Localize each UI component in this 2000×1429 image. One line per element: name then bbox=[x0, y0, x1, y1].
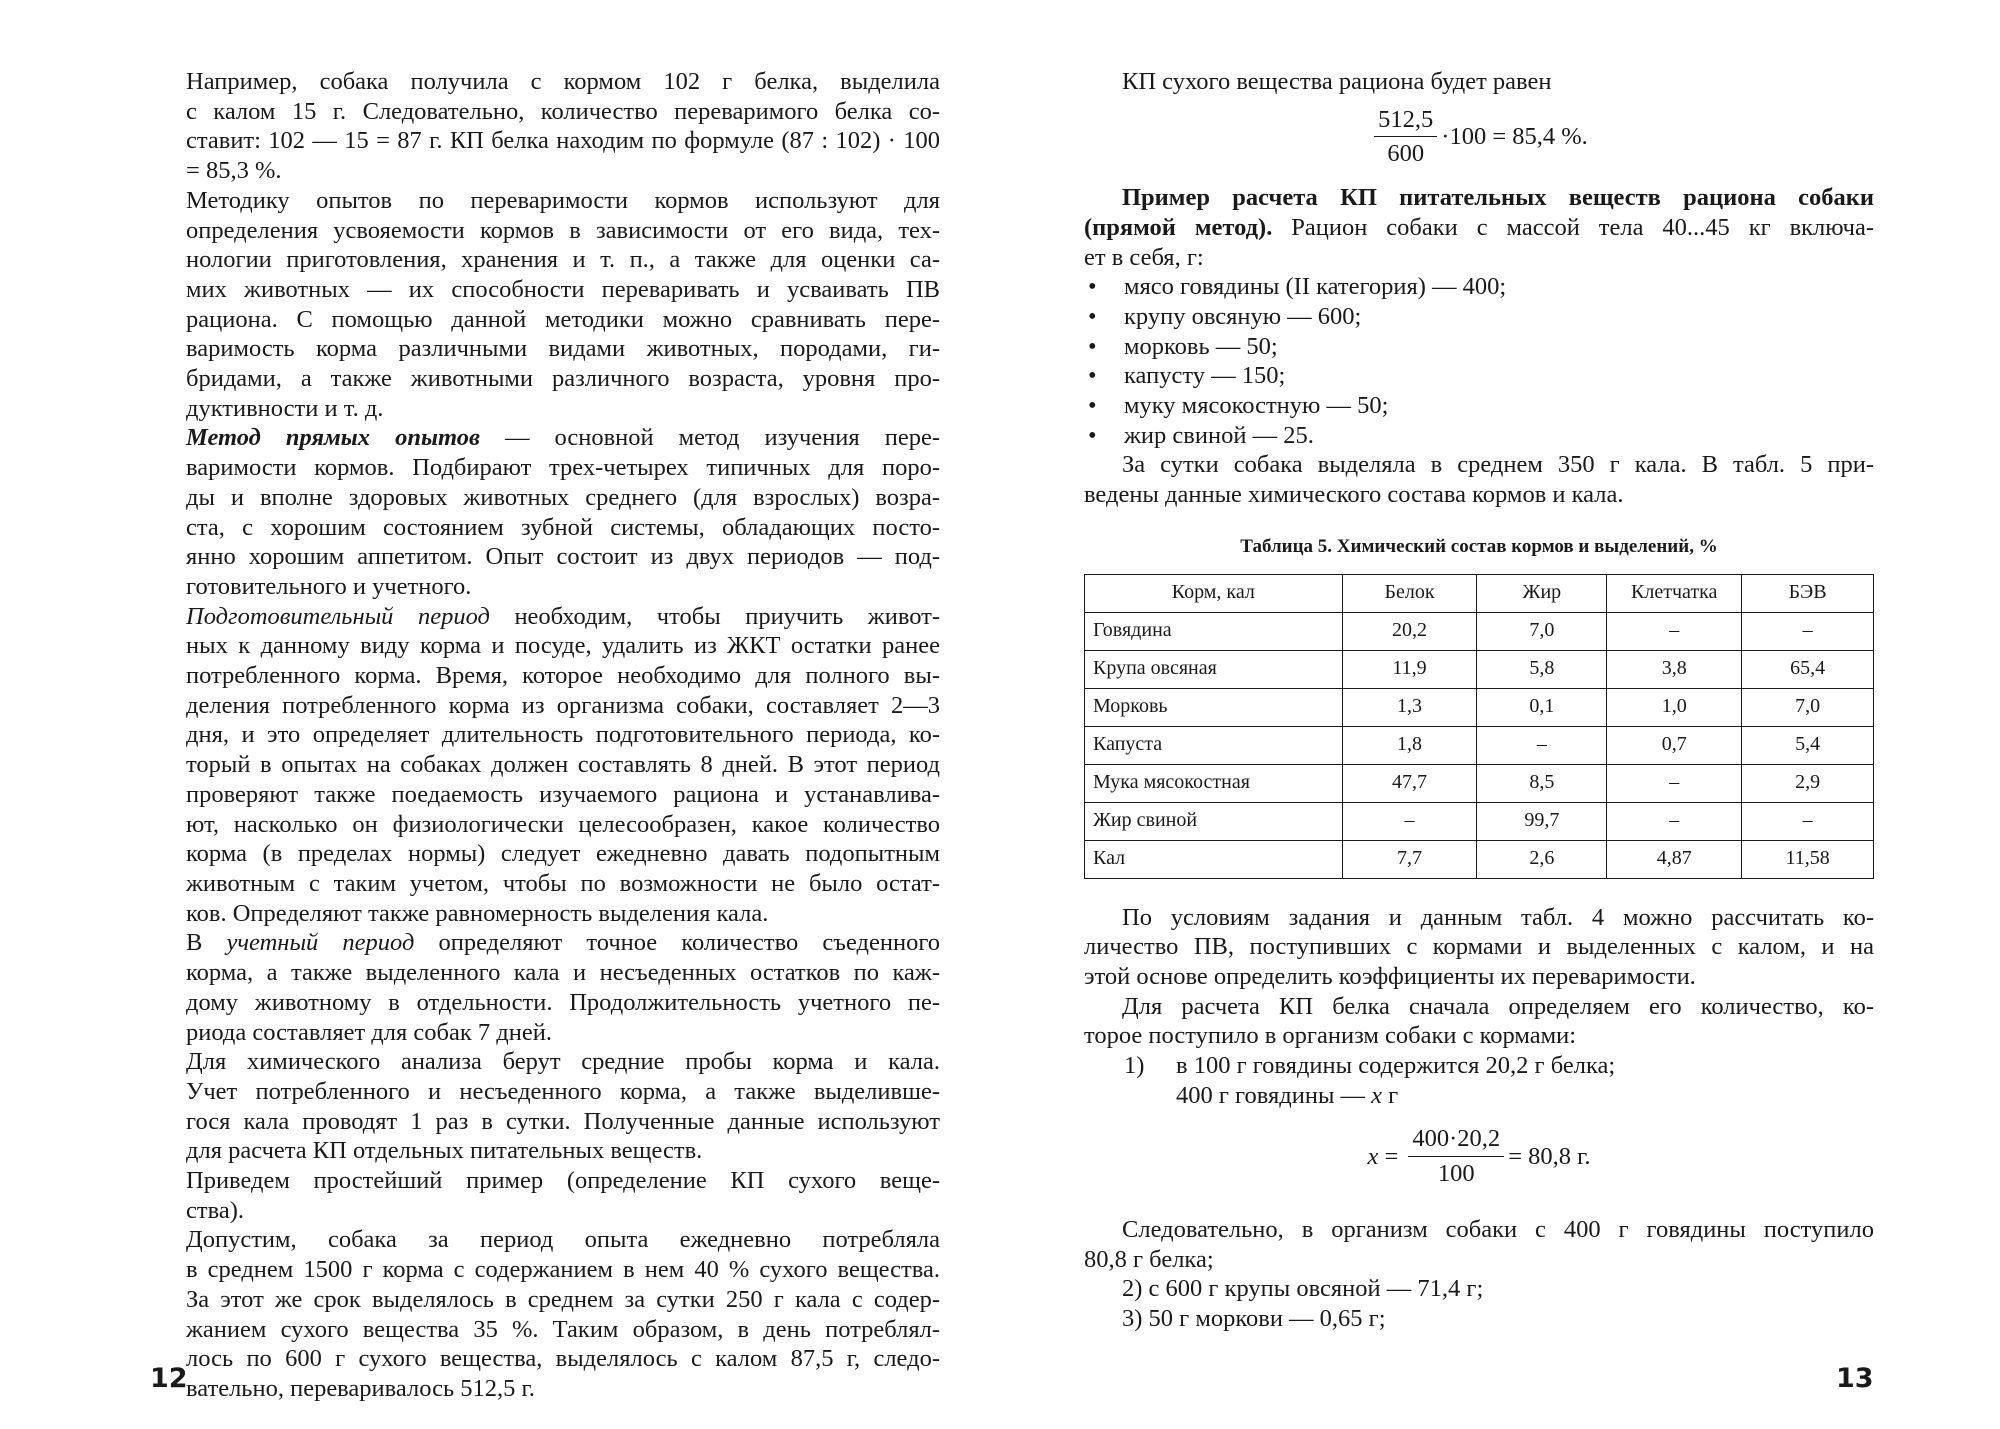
column-header: Корм, кал bbox=[1085, 574, 1343, 612]
list-item-continuation bbox=[1084, 1081, 1874, 1111]
fraction-denominator: 100 bbox=[1437, 1160, 1475, 1188]
text-line: деления потребленного корма из организма собаки, составляет 2—3 bbox=[186, 691, 940, 719]
table-row bbox=[1085, 612, 1874, 650]
text-line: ных к данному виду корма и посуде, удалить из ЖКТ остатки ранее bbox=[186, 632, 940, 660]
table-cell: – bbox=[1607, 612, 1742, 650]
text-line: ет в себя, г: bbox=[1084, 243, 1204, 271]
table-cell: Жир свиной bbox=[1085, 802, 1343, 840]
text-line: Методику опытов по переваримости кормов используют для bbox=[186, 186, 940, 214]
text-fragment: определяют точное количество съеденного bbox=[414, 929, 941, 957]
term-direct-method: Метод прямых опытов bbox=[186, 424, 480, 452]
text-line: Допустим, собака за период опыта ежедневно потребляла bbox=[186, 1226, 940, 1254]
text-line: корма (в пределах нормы) следует ежедневно давать подопытным bbox=[186, 840, 940, 868]
text-line: ды и вполне здоровых животных среднего (для взрослых) возра- bbox=[186, 483, 940, 511]
text-line: ют, насколько он физиологически целесообразен, какое количество bbox=[186, 810, 940, 838]
text-line: для расчета КП отдельных питательных веществ. bbox=[186, 1137, 703, 1165]
paragraph-dry-matter-example bbox=[148, 1225, 940, 1403]
table-cell: 47,7 bbox=[1342, 764, 1477, 802]
example-title-cont: (прямой метод). bbox=[1084, 213, 1273, 241]
table-cell: 20,2 bbox=[1342, 612, 1477, 650]
table-cell: Мука мясокостная bbox=[1085, 764, 1343, 802]
text-line: 80,8 г белка; bbox=[1084, 1245, 1214, 1273]
table-cell: Капуста bbox=[1085, 726, 1343, 764]
text-line bbox=[148, 928, 940, 958]
list-item: • муку мясокостную — 50; bbox=[1084, 391, 1874, 421]
table-cell: 5,4 bbox=[1742, 726, 1874, 764]
table-cell: 65,4 bbox=[1742, 650, 1874, 688]
text-line: лось по 600 г сухого вещества, выделялось с калом 87,5 г, следо- bbox=[186, 1345, 940, 1373]
text-line: рациона. С помощью данной методики можно сравнивать пере- bbox=[186, 305, 940, 333]
text-line bbox=[148, 602, 940, 632]
paragraph-methodology bbox=[148, 186, 940, 424]
formula-dry-matter bbox=[1084, 105, 1874, 169]
table-cell: 1,0 bbox=[1607, 688, 1742, 726]
text-line: ства). bbox=[186, 1196, 244, 1224]
fraction-denominator: 600 bbox=[1387, 140, 1425, 168]
table-cell: 0,7 bbox=[1607, 726, 1742, 764]
left-page-text bbox=[148, 67, 940, 1404]
text-fragment: г bbox=[1382, 1081, 1399, 1109]
table-cell: 1,8 bbox=[1342, 726, 1477, 764]
fraction-numerator: 512,5 bbox=[1374, 105, 1437, 138]
page-number-left: 12 bbox=[150, 1363, 188, 1394]
table-cell: Говядина bbox=[1085, 612, 1343, 650]
paragraph-protein-example bbox=[148, 67, 940, 186]
table-cell: 11,58 bbox=[1742, 840, 1874, 878]
text-line: дуктивности и т. д. bbox=[186, 394, 384, 422]
paragraph-conclusion bbox=[1084, 1215, 1874, 1274]
paragraph-items bbox=[1084, 1274, 1874, 1333]
column-header: БЭВ bbox=[1742, 574, 1874, 612]
list-item: • крупу овсяную — 600; bbox=[1084, 302, 1874, 332]
list-item: • морковь — 50; bbox=[1084, 332, 1874, 362]
table-cell: – bbox=[1477, 726, 1607, 764]
text-fragment: 400 г говядины — bbox=[1176, 1081, 1372, 1109]
text-fragment: В bbox=[186, 929, 227, 957]
right-page-text bbox=[1084, 67, 1874, 1334]
table-cell: 3,8 bbox=[1607, 650, 1742, 688]
text-line: определения усвояемости кормов в зависимости от его вида, тех- bbox=[186, 216, 940, 244]
term-accounting-period: учетный период bbox=[226, 929, 415, 957]
text-line: бридами, а также животными различного возраста, уровня про- bbox=[186, 365, 940, 393]
paragraph-protein-calc bbox=[1084, 992, 1874, 1051]
list-item: • мясо говядины (II категория) — 400; bbox=[1084, 272, 1874, 302]
variable-x: x bbox=[1371, 1081, 1383, 1109]
example-title: Пример расчета КП питательных веществ рациона собаки bbox=[1122, 184, 1874, 212]
text-line: 3) 50 г моркови — 0,65 г; bbox=[1122, 1304, 1386, 1332]
text-line: гося кала проводят 1 раз в сутки. Полученные данные используют bbox=[186, 1107, 940, 1135]
table-row bbox=[1085, 764, 1874, 802]
table-header-row bbox=[1085, 574, 1874, 612]
table-cell: 7,0 bbox=[1742, 688, 1874, 726]
formula-rest: = 80,8 г. bbox=[1508, 1142, 1591, 1170]
text-line: дому животному в отдельности. Продолжительность учетного пе- bbox=[186, 988, 940, 1016]
text-line: варимости кормов. Подбирают трех-четырех типичных для поро- bbox=[186, 454, 940, 482]
text-line: ведены данные химического состава кормов и кала. bbox=[1084, 481, 1624, 509]
text-line: ков. Определяют также равномерность выделения кала. bbox=[186, 899, 769, 927]
text-line: Приведем простейший пример (определение КП сухого веще- bbox=[186, 1167, 940, 1195]
protein-calc-list bbox=[1084, 1051, 1874, 1110]
text-line: корма, а также выделенного кала и несъеденных остатков по каж- bbox=[186, 959, 940, 987]
fraction-numerator: 400·20,2 bbox=[1408, 1124, 1504, 1157]
text-line: Для химического анализа берут средние пробы корма и кала. bbox=[186, 1048, 940, 1076]
text-line: этой основе определить коэффициенты их переваримости. bbox=[1084, 962, 1696, 990]
text-line: риода составляет для собак 7 дней. bbox=[186, 1018, 552, 1046]
item-number: 1) bbox=[1124, 1052, 1145, 1080]
paragraph-accounting-period bbox=[148, 928, 940, 1047]
list-item bbox=[1084, 1051, 1874, 1081]
table-cell: 8,5 bbox=[1477, 764, 1607, 802]
table-cell: 99,7 bbox=[1477, 802, 1607, 840]
paragraph-dry-matter-result bbox=[1084, 67, 1874, 97]
text-line: проверяют также поедаемость изучаемого рациона и устанавлива- bbox=[186, 780, 940, 808]
paragraph-feces bbox=[1084, 450, 1874, 509]
text-fragment: — основной метод изучения пере- bbox=[479, 424, 940, 452]
text-line: вательно, переваривалось 512,5 г. bbox=[186, 1374, 535, 1402]
paragraph-preparatory-period bbox=[148, 602, 940, 929]
text-line: ставит: 102 — 15 = 87 г. КП белка находим по формуле (87 : 102) · 100 bbox=[186, 127, 940, 155]
formula-lhs: x bbox=[1367, 1142, 1379, 1170]
text-line: готовительного и учетного. bbox=[186, 572, 472, 600]
text-line: мих животных — их способности переваривать и усваивать ПВ bbox=[186, 275, 940, 303]
text-line: Следовательно, в организм собаки с 400 г говядины поступило bbox=[1122, 1215, 1874, 1243]
text-line: личество ПВ, поступивших с кормами и выделенных с калом, и на bbox=[1084, 933, 1874, 961]
text-line bbox=[148, 423, 940, 453]
text-line: варимость корма различными видами животных, породами, ги- bbox=[186, 335, 940, 363]
formula-eq: = bbox=[1378, 1142, 1405, 1170]
table-cell: 5,8 bbox=[1477, 650, 1607, 688]
table-cell: Крупа овсяная bbox=[1085, 650, 1343, 688]
table-row bbox=[1085, 840, 1874, 878]
text-line: ста, с хорошим состоянием зубной системы, обладающих посто- bbox=[186, 513, 940, 541]
table-cell: – bbox=[1742, 802, 1874, 840]
column-header: Жир bbox=[1477, 574, 1607, 612]
text-line: в среднем 1500 г корма с содержанием в нем 40 % сухого вещества. bbox=[186, 1256, 940, 1284]
list-item: • капусту — 150; bbox=[1084, 361, 1874, 391]
table-cell: – bbox=[1607, 802, 1742, 840]
text-line: жанием сухого вещества 35 %. Таким образом, в день потреблял- bbox=[186, 1315, 940, 1343]
table-cell: 1,3 bbox=[1342, 688, 1477, 726]
table-caption: Таблица 5. Химический состав кормов и выделений, % bbox=[1240, 535, 1718, 557]
text-line: животным с таким учетом, чтобы по возможности не было остат- bbox=[186, 869, 940, 897]
table-row bbox=[1085, 802, 1874, 840]
text-line: За сутки собака выделяла в среднем 350 г кала. В табл. 5 при- bbox=[1122, 451, 1874, 479]
table-cell: 4,87 bbox=[1607, 840, 1742, 878]
text-line: торое поступило в организм собаки с кормами: bbox=[1084, 1022, 1577, 1050]
list-item: • жир свиной — 25. bbox=[1084, 421, 1874, 451]
text-line: торый в опытах на собаках должен составлять 8 дней. В этот период bbox=[186, 751, 940, 779]
text-line: дня, и это определяет длительность подготовительного периода, ко- bbox=[186, 721, 940, 749]
text-line: Учет потребленного и несъеденного корма, а также выделивше- bbox=[186, 1077, 940, 1105]
item-text: в 100 г говядины содержится 20,2 г белка; bbox=[1176, 1052, 1616, 1080]
paragraph-direct-method bbox=[148, 423, 940, 601]
text-line: янно хорошим аппетитом. Опыт состоит из двух периодов — под- bbox=[186, 543, 940, 571]
table-cell: 7,7 bbox=[1342, 840, 1477, 878]
table-cell: 7,0 bbox=[1477, 612, 1607, 650]
text-line bbox=[1084, 183, 1874, 213]
table-row bbox=[1085, 650, 1874, 688]
text-line: с калом 15 г. Следовательно, количество переваримого белка со- bbox=[186, 97, 940, 125]
text-line: За этот же срок выделялось в среднем за сутки 250 г кала с содер- bbox=[186, 1285, 940, 1313]
paragraph-simple-example bbox=[148, 1166, 940, 1225]
fraction bbox=[1408, 1124, 1504, 1188]
fraction bbox=[1374, 105, 1437, 169]
text-line: потребленного корма. Время, которое необходимо для полного вы- bbox=[186, 662, 940, 690]
text-line: = 85,3 %. bbox=[186, 157, 282, 185]
table-cell: – bbox=[1607, 764, 1742, 802]
text-fragment: Рацион собаки с массой тела 40...45 кг включа- bbox=[1272, 213, 1875, 241]
table-row bbox=[1085, 726, 1874, 764]
column-header: Белок bbox=[1342, 574, 1477, 612]
table-cell: 2,9 bbox=[1742, 764, 1874, 802]
table-cell: Кал bbox=[1085, 840, 1343, 878]
paragraph-after-table bbox=[1084, 903, 1874, 992]
text-line: Например, собака получила с кормом 102 г белка, выделила bbox=[186, 68, 940, 95]
text-line: По условиям задания и данным табл. 4 можно рассчитать ко- bbox=[1122, 903, 1874, 931]
text-line: КП сухого вещества рациона будет равен bbox=[1122, 68, 1552, 95]
right-page bbox=[1000, 0, 2000, 1429]
table-cell: 2,6 bbox=[1477, 840, 1607, 878]
table-cell: – bbox=[1742, 612, 1874, 650]
text-fragment: необходим, чтобы приучить живот- bbox=[489, 602, 941, 630]
table-cell: Морковь bbox=[1085, 688, 1343, 726]
text-line: Для расчета КП белка сначала определяем его количество, ко- bbox=[1122, 992, 1874, 1020]
table-cell: – bbox=[1342, 802, 1477, 840]
table-row bbox=[1085, 688, 1874, 726]
table-cell: 0,1 bbox=[1477, 688, 1607, 726]
table-cell: 11,9 bbox=[1342, 650, 1477, 688]
ration-list bbox=[1084, 272, 1874, 450]
text-line: 2) с 600 г крупы овсяной — 71,4 г; bbox=[1122, 1275, 1484, 1303]
text-line bbox=[1084, 213, 1874, 243]
paragraph-chemical-analysis bbox=[148, 1047, 940, 1166]
formula-rest: ·100 = 85,4 %. bbox=[1441, 123, 1588, 151]
term-preparatory-period: Подготовительный период bbox=[186, 602, 490, 630]
text-line: нологии приготовления, хранения и т. п., а также для оценки са- bbox=[186, 246, 940, 274]
page-number-right: 13 bbox=[1836, 1363, 1874, 1394]
formula-beef-protein bbox=[1084, 1124, 1874, 1188]
column-header: Клетчатка bbox=[1607, 574, 1742, 612]
paragraph-example-title bbox=[1084, 183, 1874, 272]
chemical-composition-table bbox=[1084, 574, 1874, 879]
